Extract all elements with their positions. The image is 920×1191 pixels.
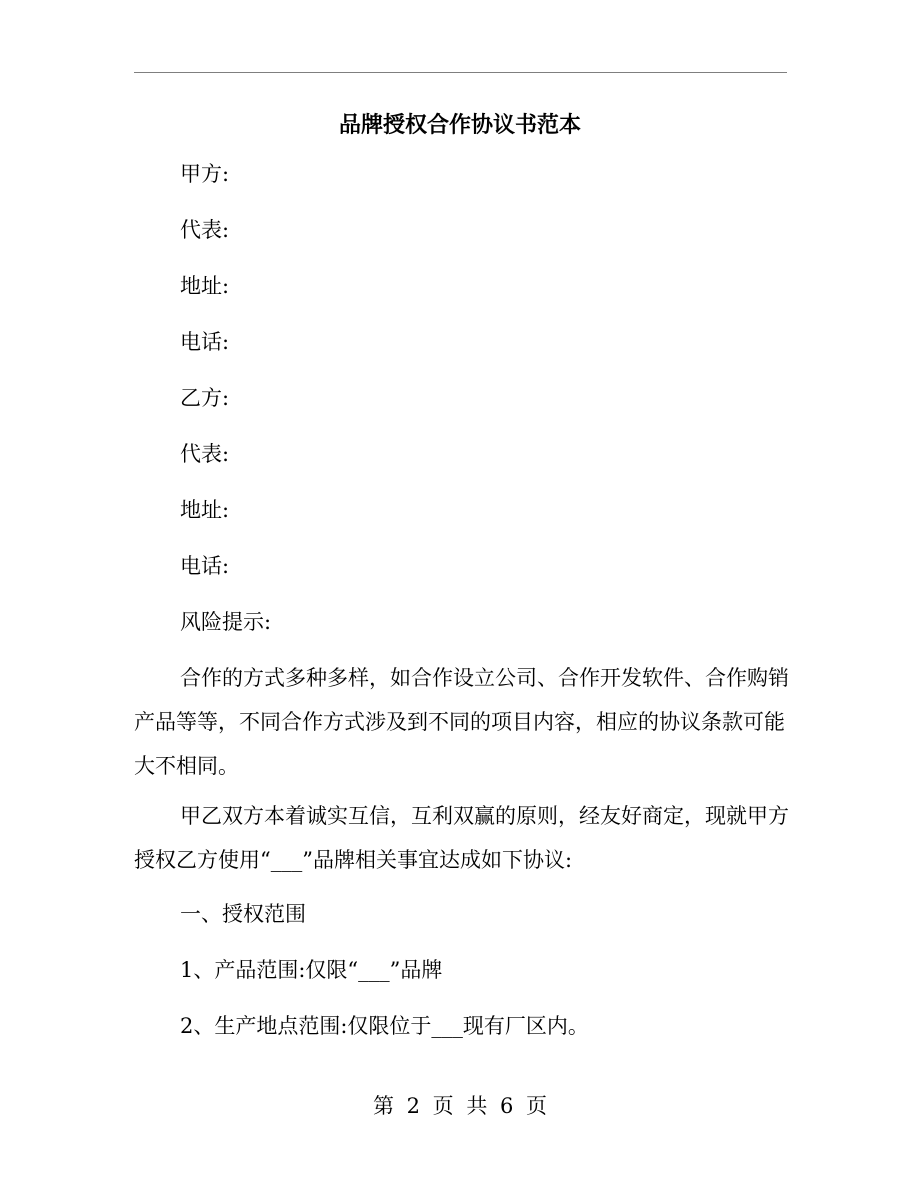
party-a-phone-label: 电话: (180, 330, 230, 354)
risk-paragraph: 合作的方式多种多样，如合作设立公司、合作开发软件、合作购销产品等等，不同合作方式涉及到不同的项目内容，相应的协议条款可能大不相同。 (134, 666, 789, 778)
clause-2: 2、生产地点范围:仅限位于___现有厂区内。 (180, 1014, 589, 1038)
party-a-address-label: 地址: (180, 274, 230, 298)
intro-paragraph: 甲乙双方本着诚实互信，互利双赢的原则，经友好商定，现就甲方授权乙方使用“___”品牌相关事宜达成如下协议: (134, 804, 789, 872)
party-a-representative-label: 代表: (180, 218, 230, 242)
risk-heading: 风险提示: (180, 610, 272, 634)
party-b-representative-label: 代表: (180, 442, 230, 466)
party-a-label: 甲方: (180, 162, 230, 186)
party-b-label: 乙方: (180, 386, 230, 410)
party-b-phone-label: 电话: (180, 554, 230, 578)
clause-1: 1、产品范围:仅限“___”品牌 (180, 958, 443, 982)
header-divider (134, 72, 787, 73)
party-b-address-label: 地址: (180, 498, 230, 522)
section-1-heading: 一、授权范围 (180, 902, 306, 926)
page-indicator: 第 2 页 共 6 页 (372, 1094, 548, 1118)
document-title: 品牌授权合作协议书范本 (338, 112, 581, 138)
